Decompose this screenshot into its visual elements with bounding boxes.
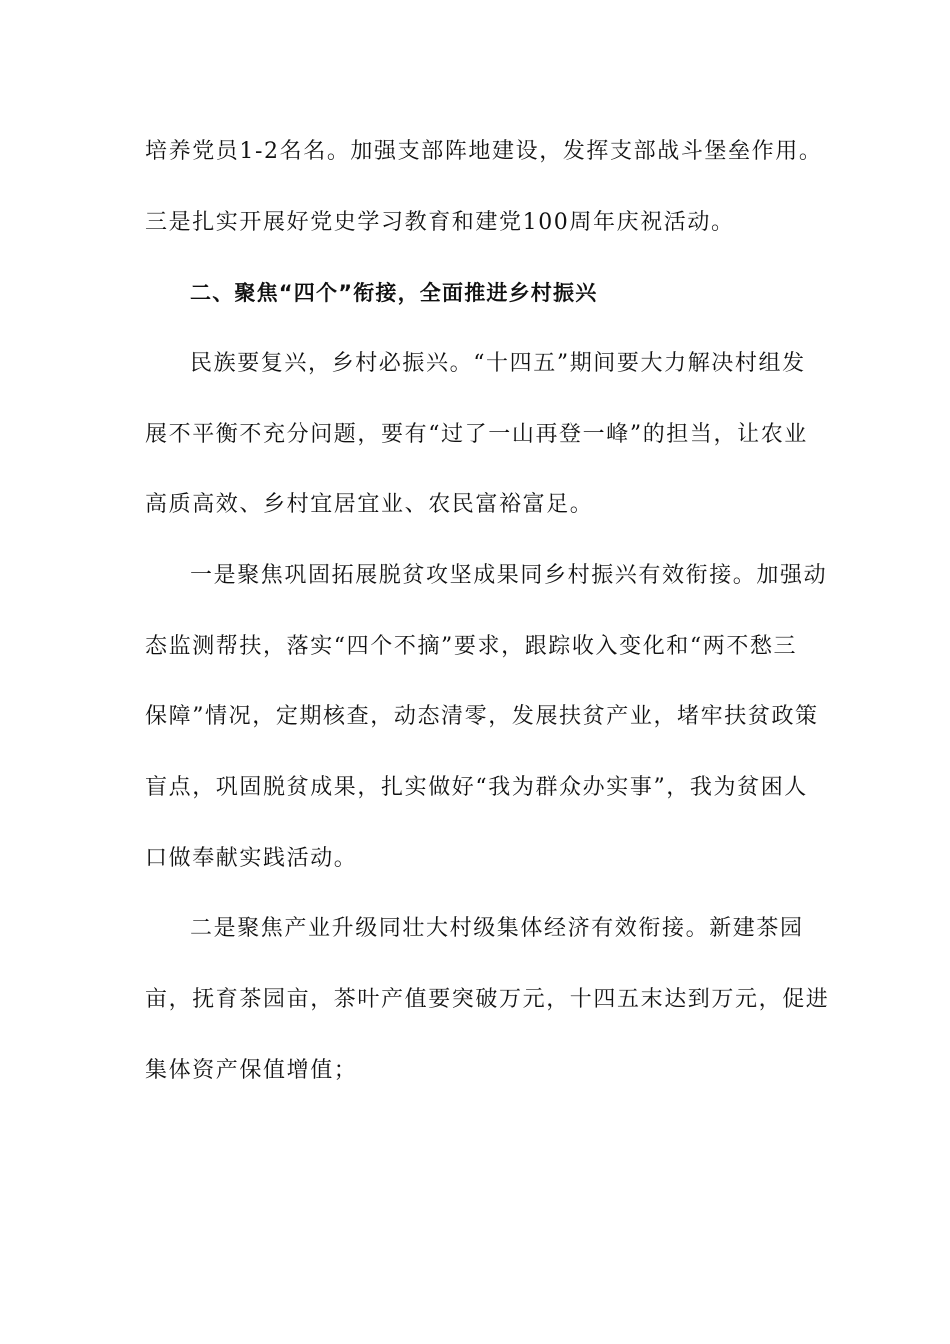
paragraph-line: 展不平衡不充分问题，要有“过了一山再登一峰”的担当，让农业 <box>145 422 808 447</box>
paragraph-line: 高质高效、乡村宜居宜业、农民富裕富足。 <box>145 492 594 517</box>
paragraph-line: 民族要复兴，乡村必振兴。“十四五”期间要大力解决村组发 <box>190 351 806 376</box>
paragraph-line: 一是聚焦巩固拓展脱贫攻坚成果同乡村振兴有效衔接。加强动 <box>190 563 828 588</box>
paragraph-line: 盲点，巩固脱贫成果，扎实做好“我为群众办实事”，我为贫困人 <box>145 775 808 800</box>
paragraph-line: 三是扎实开展好党史学习教育和建党100周年庆祝活动。 <box>145 210 735 235</box>
paragraph-line: 二是聚焦产业升级同壮大村级集体经济有效衔接。新建茶园 <box>190 916 804 941</box>
paragraph-line: 集体资产保值增值； <box>145 1058 358 1083</box>
paragraph-line: 培养党员1-2名名。加强支部阵地建设，发挥支部战斗堡垒作用。 <box>145 139 823 164</box>
paragraph-line: 口做奉献实践活动。 <box>145 846 358 871</box>
paragraph-line: 态监测帮扶，落实“四个不摘”要求，跟踪收入变化和“两不愁三 <box>145 634 798 659</box>
paragraph-line: 保障”情况，定期核查，动态清零，发展扶贫产业，堵牢扶贫政策 <box>145 704 819 729</box>
paragraph-line: 亩，抚育茶园亩，茶叶产值要突破万元，十四五末达到万元，促进 <box>145 987 830 1012</box>
section-heading: 二、聚焦“四个”衔接，全面推进乡村振兴 <box>190 281 598 305</box>
